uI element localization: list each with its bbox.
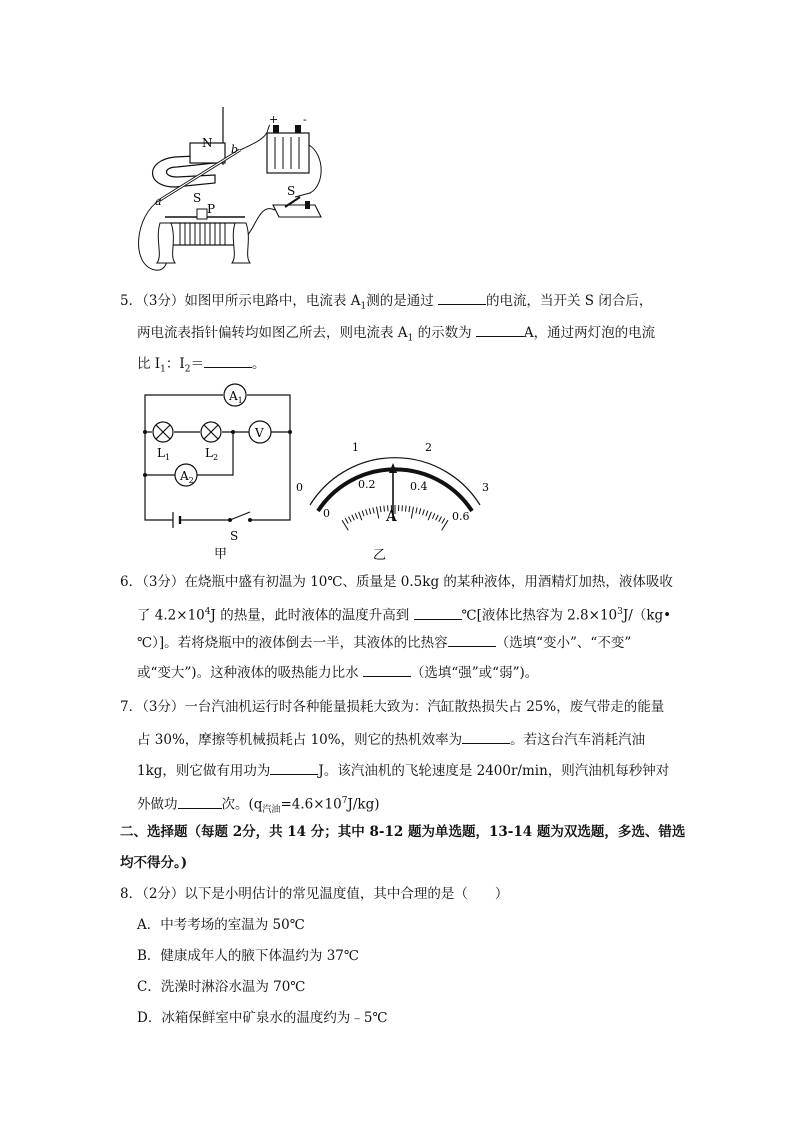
q7-blank-1[interactable] [462, 729, 510, 744]
q7-blank-2[interactable] [270, 760, 318, 775]
q6-line4: 或“变大”)。这种液体的吸热能力比水 （选填“强”或“弱”)。 [137, 662, 538, 683]
dial-tick [352, 515, 355, 520]
q8-stem: 8．（2分）以下是小明估计的常见温度值，其中合理的是（ ） [120, 886, 509, 902]
dial-tick [409, 506, 410, 512]
dial-tick [376, 507, 378, 519]
dial-bottom-0.2: 0.2 [358, 478, 376, 491]
ammeter-A2-label: $A_2$ [180, 469, 194, 485]
dial-top-1: 1 [352, 441, 359, 454]
q5-blank-2[interactable] [476, 322, 524, 337]
voltmeter-V-label: V [255, 426, 264, 440]
dial-tick [384, 506, 385, 512]
dial-tick [380, 506, 381, 512]
label-minus: - [303, 113, 307, 126]
q5-blank-1[interactable] [438, 290, 486, 305]
q8-option-C[interactable]: C．洗澡时淋浴水温为 70℃ [137, 979, 306, 995]
q6-blank-2[interactable] [448, 632, 496, 647]
dial-tick [369, 508, 371, 514]
label-switch-S: S [287, 184, 296, 198]
dial-unit-A: A [386, 507, 397, 525]
dial-tick [405, 506, 406, 512]
label-S-pole: S [193, 191, 202, 205]
q8-option-B[interactable]: B．健康成年人的腋下体温约为 37℃ [137, 948, 359, 964]
q6-line1: 6．（3分）在烧瓶中盛有初温为 10℃、质量是 0.5kg 的某种液体，用酒精灯加热，液体吸收 [120, 574, 673, 590]
q6-line3: ℃）]。若将烧瓶中的液体倒去一半，其液体的比热容 （选填“变小”、“不变” [137, 632, 631, 653]
q7-line4: 外做功 次。$(q_{汽油}=4.6\times 10^7J/kg)$ [137, 791, 380, 820]
dial-tick [428, 512, 431, 520]
q6-line2: 了 $4.2\times 10^4J$ 的热量，此时液体的温度升高到 ℃[液体比热容为 $2.8\times 10^3J/(kg•$ [137, 602, 671, 626]
dial-top-3: 3 [482, 481, 489, 494]
caption-jia: 甲 [214, 547, 228, 562]
label-a: a [155, 195, 162, 208]
dial-tick [411, 507, 413, 519]
caption-yi: 乙 [373, 548, 387, 563]
dial-tick [366, 509, 368, 515]
q7-line3: 1kg，则它做有用功为 J。该汽油机的飞轮速度是 2400r/min，则汽油机每秒钟对 [137, 760, 669, 781]
dial-tick [359, 512, 362, 520]
dial-tick [436, 515, 439, 520]
lamp-L2-label: $L_2$ [205, 446, 219, 462]
dial-tick [345, 518, 348, 523]
dial-top-0: 0 [296, 481, 303, 494]
q8-option-A[interactable]: A．中考考场的室温为 50℃ [137, 917, 305, 933]
q5-line1: 5．（3分）如图甲所示电路中，电流表 $A_1$测的是通过 的电流，当开关 S 闭合后， [120, 290, 652, 317]
label-b: b [231, 143, 239, 156]
q6-blank-3[interactable] [363, 662, 411, 677]
dial-tick [416, 507, 417, 513]
induction-apparatus-figure [135, 105, 335, 275]
ammeter-dial-yi [290, 435, 500, 570]
ammeter-A1-label: $A_1$ [229, 389, 243, 405]
q6-blank-1[interactable] [414, 605, 462, 620]
dial-tick [348, 516, 351, 521]
dial-bottom-0.4: 0.4 [410, 480, 428, 493]
dial-tick [432, 513, 434, 519]
lamp-L1-label: $L_1$ [157, 446, 171, 462]
dial-tick [355, 513, 357, 519]
switch-S-label: S [230, 529, 239, 543]
q7-line1: 7．（3分）一台汽油机运行时各种能量损耗大致为：汽缸散热损失占 25%，废气带走的能量 [120, 699, 665, 715]
dial-tick [439, 516, 442, 521]
dial-bottom-0: 0 [323, 507, 330, 520]
q5-blank-3[interactable] [204, 353, 252, 368]
q7-line2: 占 30%，摩擦等机械损耗占 10%，则它的热机效率为 。若这台汽车消耗汽油 [137, 729, 645, 750]
dial-bottom-0.6: 0.6 [452, 510, 470, 523]
label-P: P [207, 202, 216, 216]
section-2-heading-line1: 二、选择题（每题 2分，共 14 分；其中 8-12 题为单选题，13-14 题为双选题，多选、错选 [120, 824, 686, 840]
q7-blank-3[interactable] [178, 794, 222, 809]
q5-line3: 比 $I_1$：$I_2=$ 。 [137, 353, 265, 380]
q8-option-D[interactable]: D．冰箱保鲜室中矿泉水的温度约为﹣5℃ [137, 1010, 388, 1026]
dial-tick [423, 509, 425, 515]
dial-top-2: 2 [425, 441, 432, 454]
circuit-diagram-jia [135, 380, 305, 565]
dial-tick [362, 511, 364, 517]
section-2-heading-line2: 均不得分。) [120, 855, 188, 871]
dial-tick [426, 511, 428, 517]
dial-tick [419, 508, 421, 514]
dial-tick [442, 518, 445, 523]
label-plus: + [269, 113, 279, 126]
label-N: N [202, 136, 213, 150]
q5-line2: 两电流表指针偏转均如图乙所去，则电流表 $A_1$ 的示数为 A，通过两灯泡的电流 [137, 322, 655, 349]
dial-tick [373, 507, 374, 513]
